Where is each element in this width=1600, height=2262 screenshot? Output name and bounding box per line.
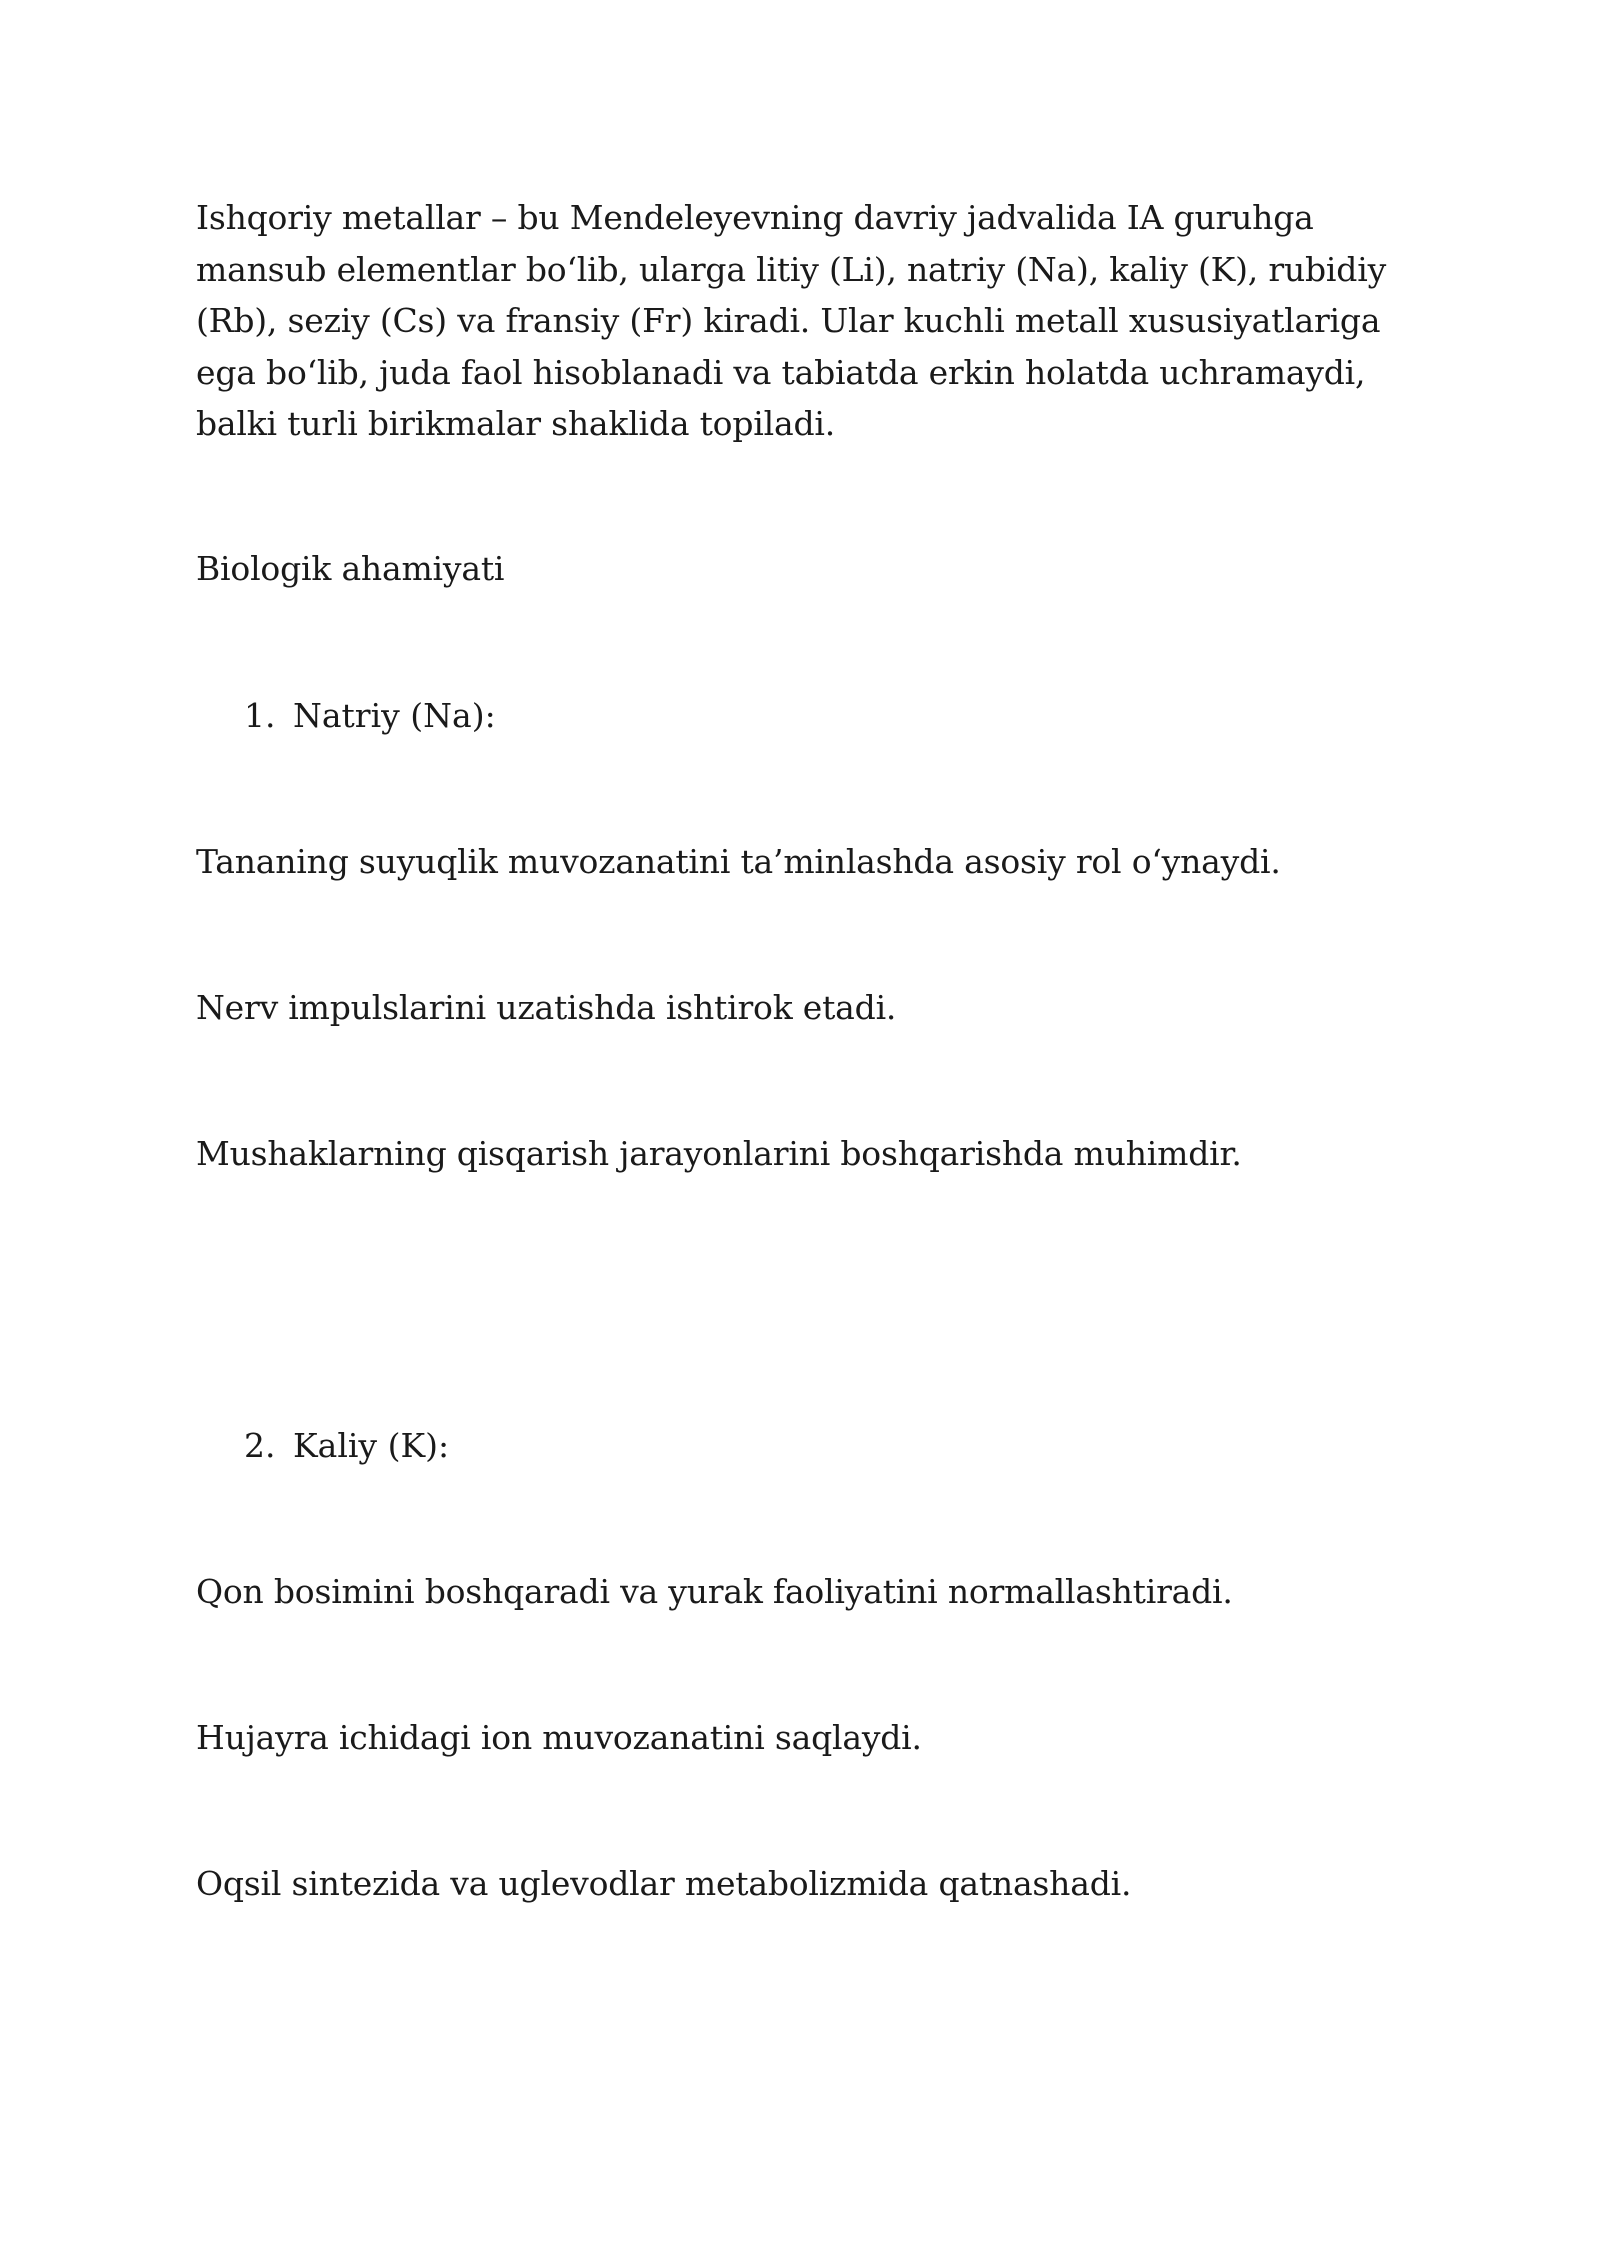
list-item-natriy — [244, 690, 496, 742]
kaliy-paragraph-3: Oqsil sintezida va uglevodlar metabolizmida qatnashadi. — [196, 1864, 1132, 1903]
list-item-kaliy — [244, 1420, 449, 1472]
natriy-paragraph-2: Nerv impulslarini uzatishda ishtirok etadi. — [196, 988, 897, 1027]
list-number: 1. — [244, 696, 276, 735]
list-item-title: Kaliy (K): — [293, 1426, 450, 1465]
natriy-paragraph-3: Mushaklarning qisqarish jarayonlarini boshqarishda muhimdir. — [196, 1134, 1242, 1173]
natriy-paragraph-1: Tananing suyuqlik muvozanatini ta’minlashda asosiy rol o‘ynaydi. — [196, 842, 1281, 881]
kaliy-paragraph-2: Hujayra ichidagi ion muvozanatini saqlaydi. — [196, 1718, 922, 1757]
list-item-title: Natriy (Na): — [293, 696, 496, 735]
list-number: 2. — [244, 1426, 276, 1465]
section-heading: Biologik ahamiyati — [196, 549, 505, 588]
intro-paragraph: Ishqoriy metallar – bu Mendeleyevning davriy jadvalida IA guruhga mansub elementlar bo‘lib, ularga litiy (Li), natriy (Na), kaliy (K), rubidiy (Rb), seziy (Cs) va fransiy (Fr) kiradi. Ular kuchli metall xususiyatlariga ega bo‘lib, juda faol hisoblanadi va tabiatda erkin holatda uchramaydi, balki turli birikmalar shaklida topiladi. — [196, 198, 1387, 443]
kaliy-paragraph-1: Qon bosimini boshqaradi va yurak faoliyatini normallashtiradi. — [196, 1572, 1233, 1611]
